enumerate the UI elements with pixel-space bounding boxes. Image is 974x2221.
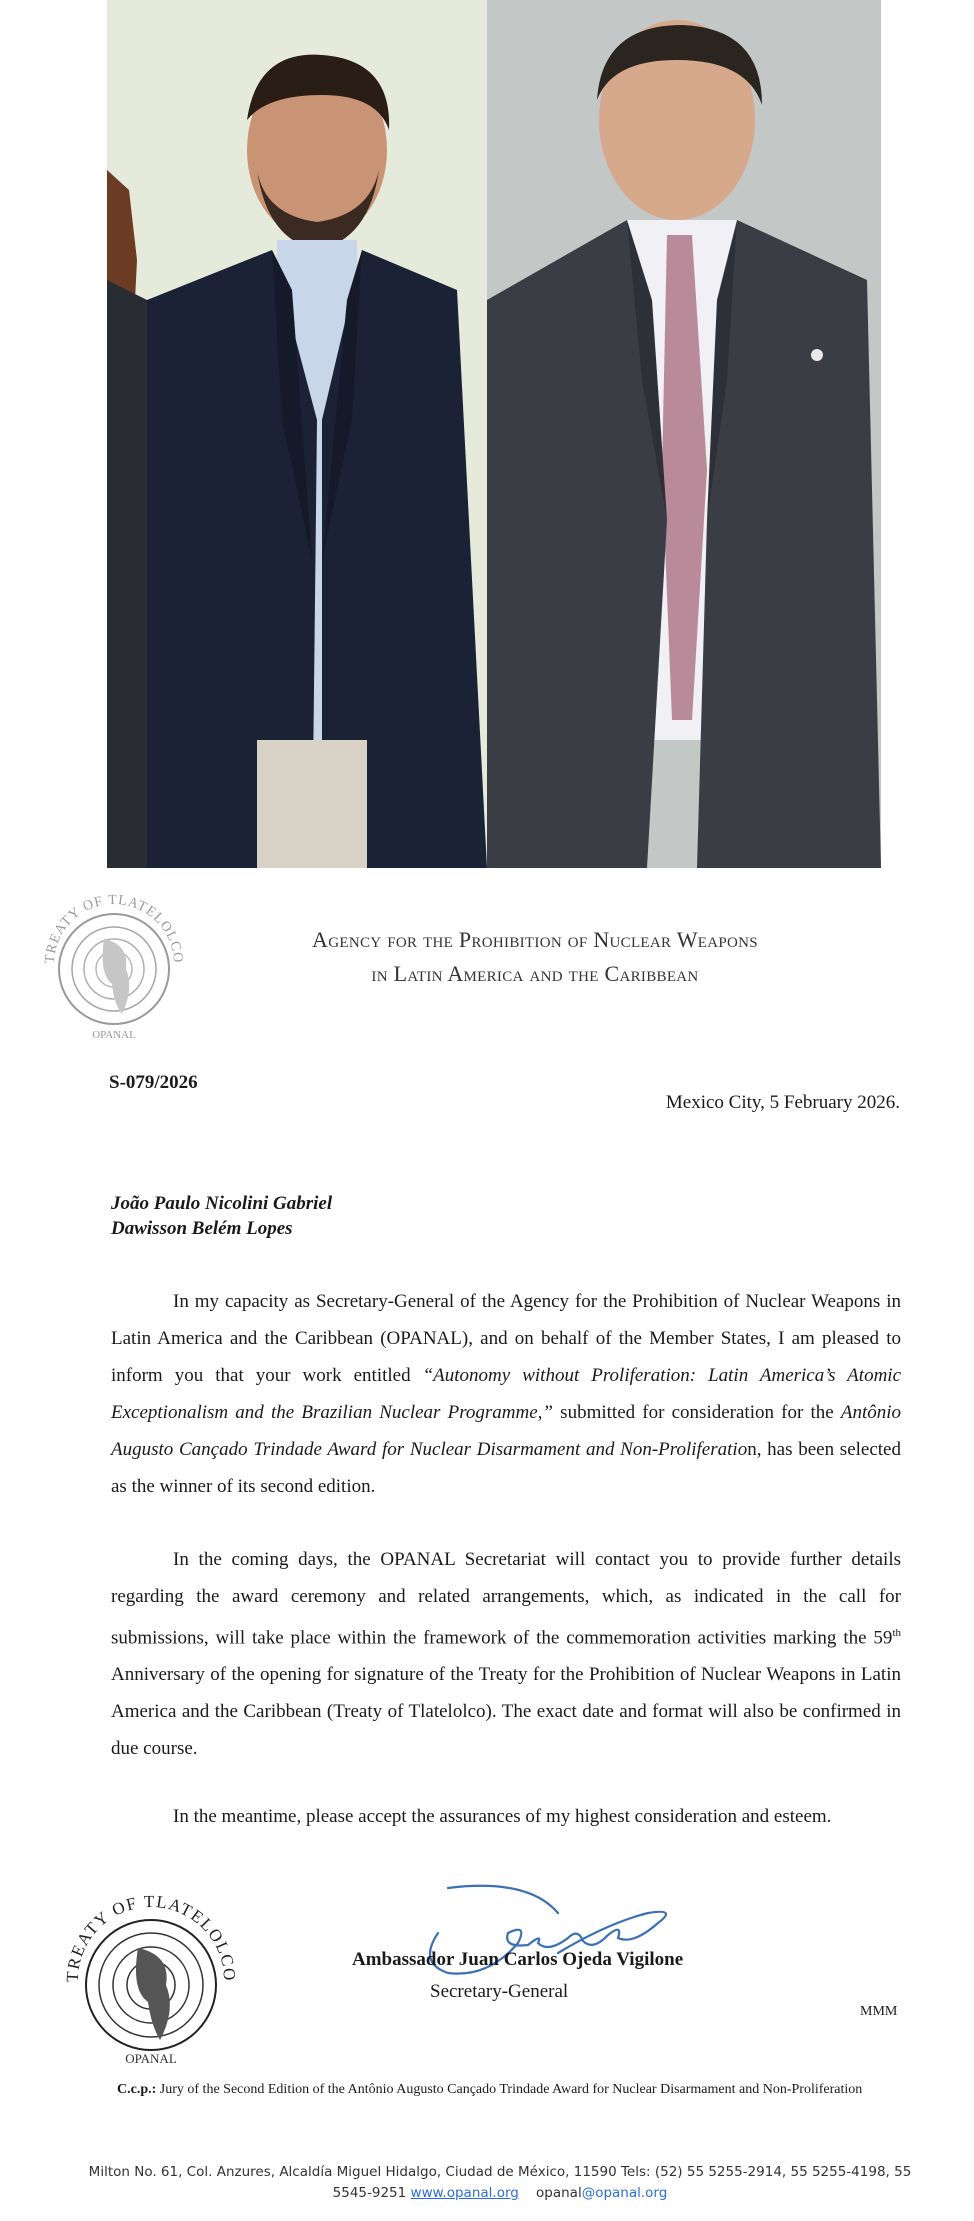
website-link[interactable]: www.opanal.org: [410, 2185, 519, 2201]
paragraph-1: [111, 1283, 901, 1505]
recipients: [111, 1191, 332, 1241]
reference-number: S-079/2026: [109, 1072, 198, 1093]
svg-text:OPANAL: OPANAL: [125, 2051, 177, 2066]
letter-date: Mexico City, 5 February 2026.: [665, 1092, 900, 1113]
footer-address-text: Milton No. 61, Col. Anzures, Alcaldía Miguel Hidalgo, Ciudad de México, 11590 Tels: (52) 55 5255-2914, 55 5255-4198, 55 5545-9251: [88, 2164, 912, 2201]
agency-line-2: in Latin America and the Caribbean: [371, 961, 699, 986]
recipient-1: João Paulo Nicolini Gabriel: [111, 1193, 333, 1214]
p1-award-name: Antônio Augusto Cançado Trindade Award for Nuclear Disarmament and Non-Proliferatio: [111, 1402, 902, 1460]
footer-address: [80, 2162, 920, 2204]
carbon-copy-note: [117, 2080, 907, 2100]
ccp-text: Jury of the Second Edition of the Antônio Augusto Cançado Trindade Award for Nuclear Disarmament and Non-Proliferation: [156, 2082, 863, 2097]
signatory-name: Ambassador Juan Carlos Ojeda Vigilone: [352, 1949, 684, 1970]
svg-text:OPANAL: OPANAL: [92, 1029, 136, 1041]
svg-text:TREATY OF TLATELOLCO: TREATY OF TLATELOLCO: [62, 1891, 240, 1983]
opanal-seal-logo: [34, 884, 194, 1044]
paragraph-3: [111, 1798, 901, 1835]
photo-two-men: [107, 0, 881, 868]
p2-superscript: th: [892, 1627, 901, 1639]
ccp-label: C.c.p.:: [117, 2082, 157, 2097]
p2-text-a: In the coming days, the OPANAL Secretariat will contact you to provide further details regarding the award ceremony and related arrangements, which, as indicated in the call for submissions, will take place within the framework of the commemoration activities marking the 59: [111, 1549, 901, 1649]
p1-text-a: In my capacity as Secretary-General of the Agency for the Prohibition of Nuclear Weapons in Latin America and the Caribbean (OPANAL), and on behalf of the Member States, I am pleased to inform you that your work entitled: [111, 1291, 901, 1386]
signatory-role: Secretary-General: [430, 1981, 569, 2002]
agency-line-1: Agency for the Prohibition of Nuclear Weapons: [312, 927, 758, 952]
p1-work-title: “Autonomy without Proliferation: Latin America’s Atomic Exceptionalism and the Brazilian Nuclear Programme,”: [111, 1365, 901, 1423]
recipient-2: Dawisson Belém Lopes: [111, 1218, 293, 1239]
typist-initials: MMM: [860, 2004, 898, 2019]
email-link[interactable]: opanal@opanal.org: [536, 2185, 668, 2201]
photo-illustration: [107, 0, 881, 868]
paragraph-2: [111, 1541, 901, 1767]
p3-text: In the meantime, please accept the assurances of my highest consideration and esteem.: [173, 1806, 832, 1827]
p2-text-b: Anniversary of the opening for signature of the Treaty for the Prohibition of Nuclear Weapons in Latin America and the Caribbean (Treaty of Tlatelolco). The exact date and format will also be confirmed in due course.: [111, 1664, 901, 1760]
p1-text-b: submitted for consideration for the: [553, 1402, 841, 1423]
p1-text-c: n, has been selected as the winner of its second edition.: [111, 1439, 901, 1497]
signature-seal-logo: [56, 1880, 246, 2070]
agency-letterhead: [215, 923, 855, 991]
svg-text:TREATY OF TLATELOLCO: TREATY OF TLATELOLCO: [42, 892, 186, 965]
